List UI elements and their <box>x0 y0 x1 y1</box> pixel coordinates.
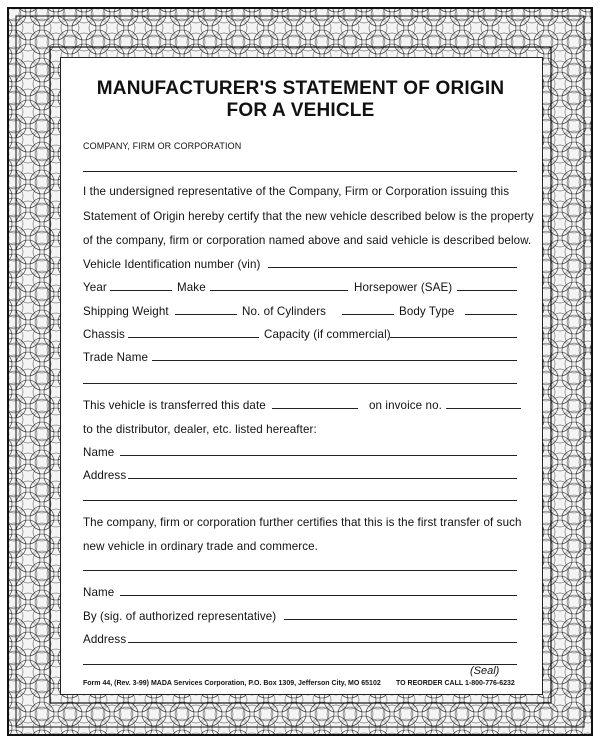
distributor-name-field[interactable] <box>120 455 517 456</box>
distributor-address-label: Address <box>83 469 127 482</box>
chassis-label: Chassis <box>83 328 125 341</box>
trade-name-label: Trade Name <box>83 351 149 364</box>
capacity-field[interactable] <box>390 337 517 338</box>
distributor-address-field[interactable] <box>128 478 517 479</box>
company-line[interactable] <box>83 171 517 172</box>
horsepower-field[interactable] <box>457 290 517 291</box>
distributor-label: to the distributor, dealer, etc. listed hereafter: <box>83 423 317 436</box>
trade-name-field[interactable] <box>152 360 517 361</box>
year-field[interactable] <box>110 290 172 291</box>
vin-field[interactable] <box>268 267 517 268</box>
invoice-field[interactable] <box>446 408 521 409</box>
make-label: Make <box>177 281 206 294</box>
company-address-field[interactable] <box>128 642 517 643</box>
signature-field[interactable] <box>284 619 517 620</box>
by-label: By (sig. of authorized representative) <box>83 610 277 623</box>
shipping-weight-label: Shipping Weight <box>83 305 169 318</box>
transfer-date-field[interactable] <box>272 408 358 409</box>
form-panel <box>60 57 543 695</box>
company-address-line2[interactable] <box>83 664 517 665</box>
horsepower-label: Horsepower (SAE) <box>354 281 453 294</box>
para1-line3: of the company, firm or corporation named above and said vehicle is described below. <box>83 234 532 247</box>
cylinders-field[interactable] <box>342 314 394 315</box>
company-label: COMPANY, FIRM OR CORPORATION <box>83 141 242 151</box>
transferred-label: This vehicle is transferred this date <box>83 399 266 412</box>
body-type-label: Body Type <box>399 305 455 318</box>
distributor-name-label: Name <box>83 446 115 459</box>
form-title-line1: MANUFACTURER'S STATEMENT OF ORIGIN <box>96 78 505 99</box>
company-name-label: Name <box>83 586 115 599</box>
invoice-label: on invoice no. <box>369 399 442 412</box>
capacity-label: Capacity (if commercial) <box>264 328 391 341</box>
shipping-weight-field[interactable] <box>175 314 237 315</box>
trade-name-line2[interactable] <box>83 383 517 384</box>
footer-reorder: TO REORDER CALL 1-800-776-6232 <box>396 680 515 687</box>
seal-label: (Seal) <box>470 665 500 677</box>
para1-line1: I the undersigned representative of the Company, Firm or Corporation issuing this <box>83 185 510 198</box>
distributor-address-line2[interactable] <box>83 500 517 501</box>
form-title-line2: FOR A VEHICLE <box>226 100 375 121</box>
para2-line1: The company, firm or corporation further certifies that this is the first transfer of such <box>83 516 522 529</box>
certify-line[interactable] <box>83 570 517 571</box>
company-address-label: Address <box>83 633 127 646</box>
year-label: Year <box>83 281 107 294</box>
body-type-field[interactable] <box>465 314 517 315</box>
cylinders-label: No. of Cylinders <box>242 305 327 318</box>
vin-label: Vehicle Identification number (vin) <box>83 258 261 271</box>
company-name-field[interactable] <box>120 595 517 596</box>
footer-form-info: Form 44, (Rev. 3-99) MADA Services Corporation, P.O. Box 1309, Jefferson City, MO 65102 <box>83 680 381 687</box>
chassis-field[interactable] <box>128 337 259 338</box>
para1-line2: Statement of Origin hereby certify that the new vehicle described below is the property <box>83 210 534 223</box>
make-field[interactable] <box>210 290 348 291</box>
para2-line2: new vehicle in ordinary trade and commerce. <box>83 540 318 553</box>
